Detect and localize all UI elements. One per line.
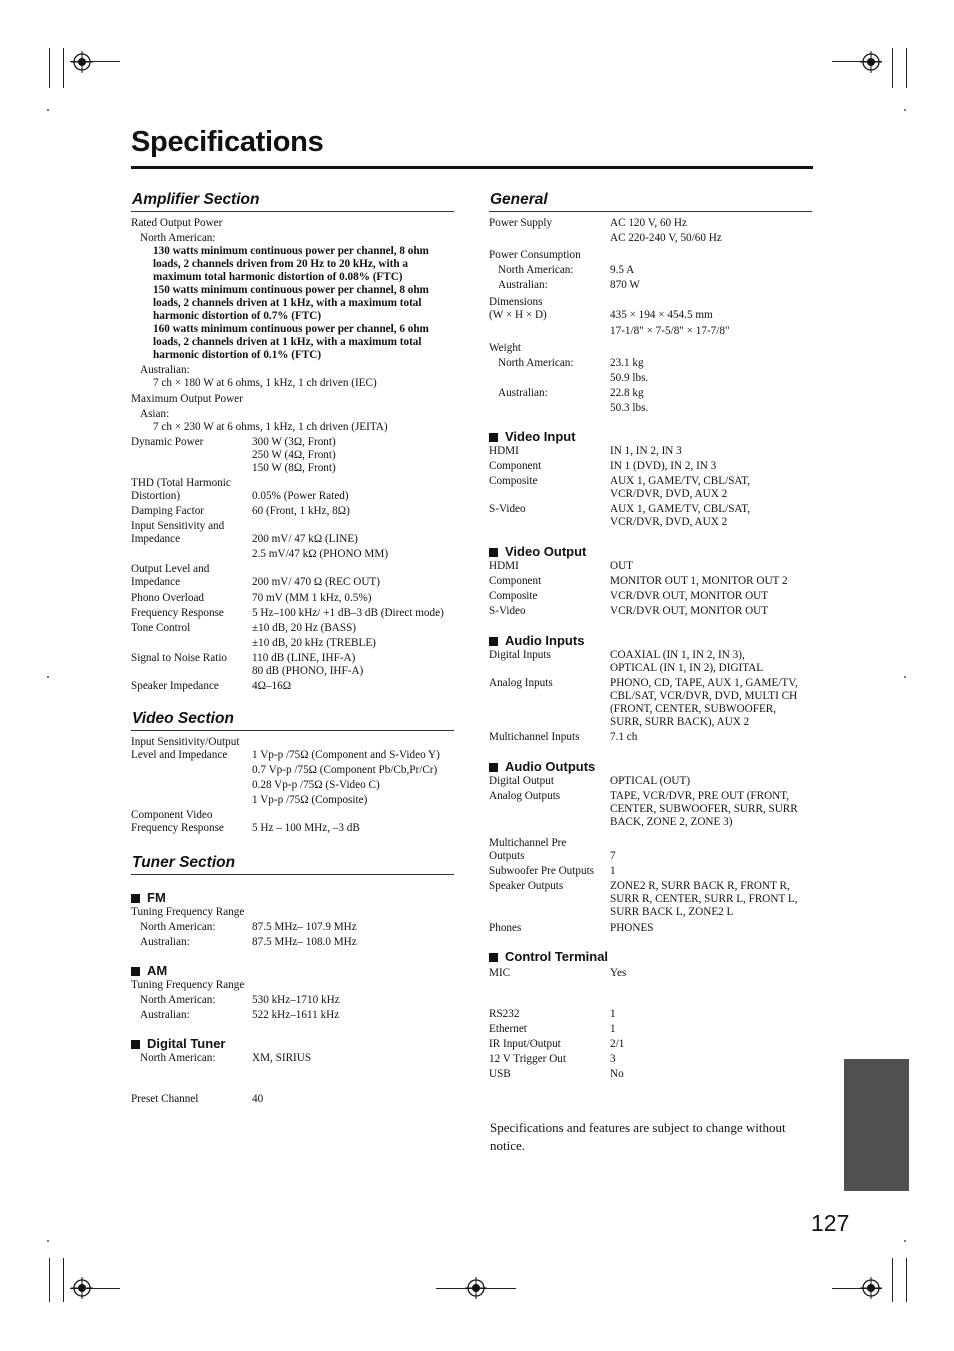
asian-spec: 7 ch × 230 W at 6 ohms, 1 kHz, 1 ch driven (JEITA): [153, 421, 388, 433]
spec-label: Level and Impedance: [131, 749, 228, 761]
component-video-row: [131, 809, 454, 835]
spec-value: 0.05% (Power Rated): [252, 490, 349, 502]
bullet-square-icon: [131, 894, 140, 903]
registration-mark-icon: [71, 51, 93, 73]
spec-value: 150 W (8Ω, Front): [252, 462, 336, 474]
spec-label: Frequency Response: [131, 607, 224, 619]
rated-output-power-label: Rated Output Power: [131, 217, 223, 229]
bullet-square-icon: [131, 967, 140, 976]
spec-label: Damping Factor: [131, 505, 205, 517]
spec-label: Signal to Noise Ratio: [131, 652, 228, 664]
footnote: Specifications and features are subject to change without notice.: [490, 1120, 786, 1153]
general-section-title: General: [490, 191, 548, 208]
spec-label: Impedance: [131, 576, 181, 588]
spec-label: Impedance: [131, 533, 181, 545]
section-rule: [131, 211, 454, 212]
fm-na-row: North American: 87.5 MHz– 107.9 MHz: [140, 921, 357, 933]
page-number: 127: [811, 1210, 850, 1236]
fm-range-label: Tuning Frequency Range: [131, 906, 245, 918]
australian-label: Australian:: [140, 364, 190, 376]
control-terminal-heading: Control Terminal: [489, 949, 812, 965]
am-na-row: North American: 530 kHz–1710 kHz: [140, 994, 340, 1006]
video-input-heading: Video Input: [489, 429, 812, 445]
spec-value: ±10 dB, 20 kHz (TREBLE): [252, 637, 376, 649]
thd-row: [131, 477, 454, 503]
spec-label: Component Video: [131, 809, 213, 821]
north-american-label: North American:: [140, 232, 216, 244]
video-section-title: Video Section: [132, 710, 234, 727]
fm-heading: FM: [131, 890, 454, 906]
bullet-square-icon: [489, 433, 498, 442]
spec-label: Distortion): [131, 490, 181, 502]
speaker-impedance-row: [131, 680, 454, 693]
digital-tuner-heading: Digital Tuner: [131, 1036, 454, 1052]
spec-value: 1 Vp-p /75Ω (Composite): [252, 794, 368, 806]
spec-label: Tone Control: [131, 622, 191, 634]
dimensions-row: Dimensions (W × H × D) 435 × 194 × 454.5 mm 17-1/8" × 7-5/8" × 17-7/8": [489, 296, 730, 337]
spec-value: 300 W (3Ω, Front): [252, 436, 336, 448]
digital-tuner-na-row: North American: XM, SIRIUS: [140, 1052, 312, 1064]
bullet-square-icon: [489, 548, 498, 557]
section-rule: [131, 730, 454, 731]
spec-value: 0.7 Vp-p /75Ω (Component Pb/Cb,Pr/Cr): [252, 764, 438, 776]
registration-mark-icon: [465, 1277, 487, 1299]
spec-value: 250 W (4Ω, Front): [252, 449, 336, 461]
phono-overload-row: [131, 592, 454, 605]
amplifier-section-title: Amplifier Section: [132, 191, 260, 208]
spec-label: Phono Overload: [131, 592, 205, 604]
spec-label: Input Sensitivity/Output: [131, 736, 240, 748]
side-tab: [844, 1059, 909, 1191]
na-spec-1: 130 watts minimum continuous power per channel, 8 ohm loads, 2 channels driven from 20 Hz to 20 kHz, with a maximum total harmonic distortion of 0.08% (FTC): [153, 245, 429, 283]
spec-value: 70 mV (MM 1 kHz, 0.5%): [252, 592, 372, 604]
na-spec-3: 160 watts minimum continuous power per channel, 6 ohm loads, 2 channels driven at 1 kHz, with a maximum total harmonic distortion of 0.1% (FTC): [153, 323, 429, 361]
spec-label: Dynamic Power: [131, 436, 204, 448]
registration-mark-icon: [860, 51, 882, 73]
spec-label: Input Sensitivity and: [131, 520, 225, 532]
spec-value: 200 mV/ 470 Ω (REC OUT): [252, 576, 380, 588]
registration-mark-icon: [860, 1277, 882, 1299]
spec-label: Frequency Response: [131, 822, 224, 834]
spec-value: 5 Hz – 100 MHz, –3 dB: [252, 822, 360, 834]
am-heading: AM: [131, 963, 454, 979]
spec-value: 110 dB (LINE, IHF-A): [252, 652, 356, 664]
asian-label: Asian:: [140, 408, 170, 420]
bullet-square-icon: [489, 637, 498, 646]
power-consumption-label: Power Consumption: [489, 249, 581, 261]
section-rule: [131, 874, 454, 875]
right-column: General Power Supply AC 120 V, 60 Hz AC 220-240 V, 50/60 Hz Power Consumption North American: 9.5 A Australian: 870 W Dimensions (W × H × D) 435 × 194 × 454.5 mm 17-1/8" × 7-5/8" × 17-7/8" Weight North American: 23.1 kg 50.9 lbs. Australian: 22.8 kg 50.3 lbs. Video Input HDMI IN 1, IN 2, IN 3 Component IN 1 (DVD), IN 2, IN 3 Composite AUX 1, GAME/TV, CBL/SAT, VCR/DVR, DVD, AUX 2 S-Video AUX 1, GAME/TV, CBL/SAT, VCR/DVR, DVD, AUX 2 Video Output HDMI OUT Component MONITOR OUT 1, MONITOR OUT 2 Composite VCR/DVR OUT, MONITOR OUT S-Video VCR/DVR OUT, MONITOR OUT Audio Inputs Digital Inputs COAXIAL (IN 1, IN 2, IN 3), OPTICAL (IN 1, IN 2), DIGITAL Analog Inputs PHONO, CD, TAPE, AUX 1, GAME/TV, CBL/SAT, VCR/DVR, DVD, MULTI CH (FRONT, CENTER, SUBWOOFER, SURR, SURR BACK), AUX 2 Multichannel Inputs 7.1 ch Audio Outputs Digital Output OPTICAL (OUT) Analog Outputs TAPE, VCR/DVR, PRE OUT (FRONT, CENTER, SUBWOOFER, SURR, SURR BACK, ZONE 2, ZONE 3) Multichannel Pre Outputs 7 Subwoofer Pre Outputs 1 Speaker Outputs ZONE2 R, SURR BACK R, FRONT R, SURR R, CENTER, SURR L, FRONT L, SURR BACK L, ZONE2 L Phones PHONES Control Terminal MIC Yes RS232 1 Ethernet 1 IR Input/Output 2/1 12 V Trigger Out 3 USB No: [489, 190, 812, 1081]
australian-spec: 7 ch × 180 W at 6 ohms, 1 kHz, 1 ch driven (IEC): [153, 377, 377, 389]
audio-outputs-heading: Audio Outputs: [489, 759, 812, 775]
damping-row: [131, 505, 454, 518]
spec-label: Speaker Impedance: [131, 680, 219, 692]
spec-value: 200 mV/ 47 kΩ (LINE): [252, 533, 358, 545]
am-range-label: Tuning Frequency Range: [131, 979, 245, 991]
audio-inputs-heading: Audio Inputs: [489, 633, 812, 649]
spec-value: 2.5 mV/47 kΩ (PHONO MM): [252, 548, 389, 560]
spec-label: Output Level and: [131, 563, 210, 575]
snr-row: [131, 652, 454, 678]
bullet-square-icon: [489, 953, 498, 962]
section-rule: [489, 211, 812, 212]
weight-label: Weight: [489, 342, 522, 354]
input-sensitivity-row: [131, 520, 454, 561]
registration-mark-icon: [71, 1277, 93, 1299]
spec-value: 1 Vp-p /75Ω (Component and S-Video Y): [252, 749, 440, 761]
bullet-square-icon: [131, 1040, 140, 1049]
fm-au-row: Australian: 87.5 MHz– 108.0 MHz: [140, 936, 357, 948]
title-rule: [131, 166, 813, 169]
output-level-row: [131, 563, 454, 589]
am-au-row: Australian: 522 kHz–1611 kHz: [140, 1009, 340, 1021]
video-output-heading: Video Output: [489, 544, 812, 560]
spec-value: ±10 dB, 20 Hz (BASS): [252, 622, 357, 634]
frequency-response-row: [131, 607, 454, 620]
spec-value: 4Ω–16Ω: [252, 680, 292, 692]
spec-value: 5 Hz–100 kHz/ +1 dB–3 dB (Direct mode): [252, 607, 444, 619]
power-supply-row: Power Supply AC 120 V, 60 Hz AC 220-240 V, 50/60 Hz: [489, 217, 722, 244]
left-column: [131, 190, 454, 1106]
max-output-power-label: Maximum Output Power: [131, 393, 243, 405]
preset-channel-row: Preset Channel 40: [131, 1093, 264, 1105]
bullet-square-icon: [489, 763, 498, 772]
na-spec-2: 150 watts minimum continuous power per channel, 8 ohm loads, 2 channels driven at 1 kHz, with a maximum total harmonic distortion of 0.7% (FTC): [153, 284, 429, 322]
tone-control-row: [131, 622, 454, 650]
dynamic-power-row: [131, 436, 454, 475]
spec-value: 80 dB (PHONO, IHF-A): [252, 665, 364, 677]
spec-value: 0.28 Vp-p /75Ω (S-Video C): [252, 779, 380, 791]
tuner-section-title: Tuner Section: [132, 854, 236, 871]
spec-label: THD (Total Harmonic: [131, 477, 231, 489]
spec-value: 60 (Front, 1 kHz, 8Ω): [252, 505, 350, 517]
page-title: Specifications: [131, 126, 324, 158]
